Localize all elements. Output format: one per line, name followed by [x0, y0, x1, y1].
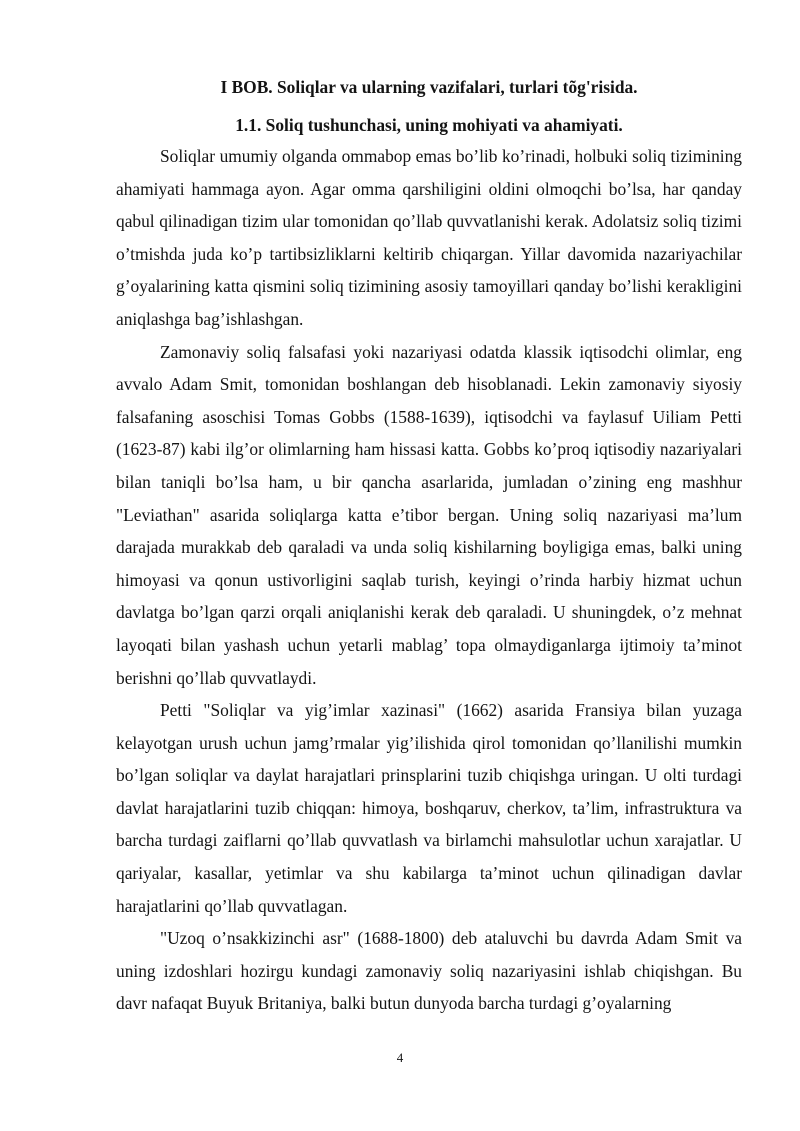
paragraph: Petti "Soliqlar va yig’imlar xazinasi" (1662) asarida Fransiya bilan yuzaga kelayotgan urush uchun jamg’rmalar yig’ilishida qirol tomonidan qo’llanilishi mumkin bo’lgan soliqlar va daylat harajatlari prinsplarini tuzib chiqishga uringan. U olti turdagi davlat harajatlarini tuzib chiqqan: himoya, boshqaruv, cherkov, ta’lim, infrastruktura va barcha turdagi zaiflarni qo’llab quvvatlash va birlamchi mahsulotlar uchun xarajatlar. U qariyalar, kasallar, yetimlar va shu kabilarga ta’minot uchun qilinadigan davlar harajatlarini qo’llab quvvatlagan. [116, 700, 742, 916]
paragraph: Soliqlar umumiy olganda ommabop emas bo’lib ko’rinadi, holbuki soliq tizimining ahamiyati hammaga ayon. Agar omma qarshiligini oldini olmoqchi bo’lsa, har qanday qabul qilinadigan tizim ular tomonidan qo’llab quvvatlanishi kerak. Adolatsiz soliq tizimi o’tmishda juda ko’p tartibsizliklarni keltirib chiqargan. Yillar davomida nazariyachilar g’oyalarining katta qismini soliq tizimining asosiy tamoyillari qanday bo’lishi kerakligini aniqlashga bag’ishlashgan. [116, 146, 742, 329]
chapter-title: I BOB. Soliqlar va ularning vazifalari, turlari tõg'risida. [220, 77, 638, 97]
document-page [116, 70, 742, 1020]
paragraph: "Uzoq o’nsakkizinchi asr" (1688-1800) deb ataluvchi bu davrda Adam Smit va uning izdoshlari hozirgu kundagi zamonaviy soliq nazariyasini ishlab chiqishgan. Bu davr nafaqat Buyuk Britaniya, balki butun dunyoda barcha turdagi g’oyalarning [116, 928, 742, 1014]
section-title: 1.1. Soliq tushunchasi, uning mohiyati va ahamiyati. [235, 115, 623, 135]
page-number: 4 [396, 1050, 404, 1065]
paragraph: Zamonaviy soliq falsafasi yoki nazariyasi odatda klassik iqtisodchi olimlar, eng avvalo Adam Smit, tomonidan boshlangan deb hisoblanadi. Lekin zamonaviy siyosiy falsafaning asoschisi Tomas Gobbs (1588-1639), iqtisodchi va faylasuf Uiliam Petti (1623-87) kabi ilg’or olimlarning ham hissasi katta. Gobbs ko’proq iqtisodiy nazariyalari bilan taniqli bo’lsa ham, u bir qancha asarlarida, jumladan o’zining eng mashhur "Leviathan" asarida soliqlarga katta e’tibor bergan. Uning soliq nazariyasi ma’lum darajada murakkab deb qaraladi va unda soliq kishilarning boyligiga emas, balki uning himoyasi va qonun ustivorligini saqlab turish, keyingi o’rinda harbiy hizmat uchun davlatga bo’lgan qarzi orqali aniqlanishi kerak deb qaraladi. U shuningdek, o’z mehnat layoqati bilan yashash uchun yetarli mablag’ topa olmaydiganlarga ijtimoiy ta’minot berishni qo’llab quvvatlaydi. [116, 341, 742, 688]
